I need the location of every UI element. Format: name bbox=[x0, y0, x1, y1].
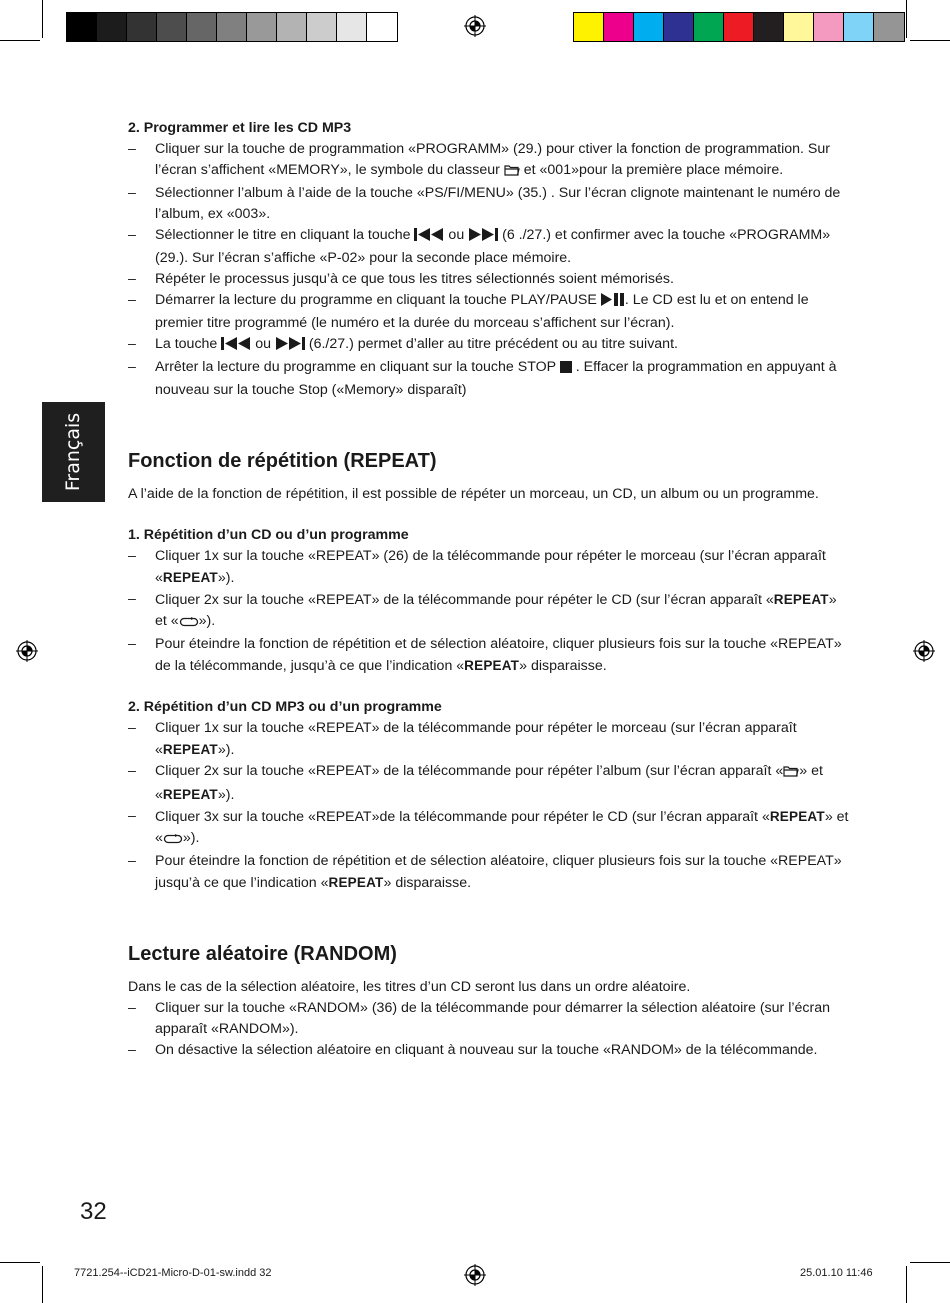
process-color-swatch bbox=[574, 13, 604, 41]
process-color-swatch bbox=[664, 13, 694, 41]
page-content bbox=[128, 118, 850, 1061]
list-item-text: Cliquer sur la touche de programmation «PROGRAMM» (29.) pour ctiver la fonction de programmation. Sur l’écran s’affichent «MEMORY», le symbole du classeur bbox=[155, 141, 830, 178]
gray-swatch bbox=[157, 13, 187, 41]
list-item-text: » et « bbox=[155, 592, 837, 629]
list-item-text: » disparaisse. bbox=[519, 658, 607, 674]
repeat-mp3-steps-list bbox=[128, 718, 850, 894]
repeat-loop-icon bbox=[163, 830, 183, 851]
skip-next-icon bbox=[468, 227, 498, 248]
gray-swatch bbox=[277, 13, 307, 41]
process-color-swatch bbox=[604, 13, 634, 41]
gray-swatch bbox=[307, 13, 337, 41]
process-color-swatch bbox=[784, 13, 814, 41]
list-item bbox=[128, 998, 850, 1040]
programming-steps-list bbox=[128, 139, 850, 401]
section-heading: 2. Programmer et lire les CD MP3 bbox=[128, 120, 352, 136]
gray-swatch bbox=[247, 13, 277, 41]
display-indicator-text: REPEAT bbox=[162, 742, 218, 757]
random-steps-list bbox=[128, 998, 850, 1061]
list-item-text: Sélectionner le titre en cliquant la touche bbox=[155, 227, 415, 243]
list-item bbox=[128, 357, 850, 401]
list-item-text: » disparaisse. bbox=[383, 875, 472, 891]
play-pause-icon bbox=[601, 292, 625, 313]
language-tab-label: Français bbox=[62, 412, 85, 492]
list-item-text: . Le CD est lu et on entend le premier titre programmé (le numéro et la durée du morceau s’affichent sur l’écran). bbox=[155, 292, 809, 331]
gray-swatch bbox=[97, 13, 127, 41]
list-item-text: »). bbox=[198, 613, 216, 629]
list-item bbox=[128, 139, 850, 183]
list-item bbox=[128, 589, 850, 634]
list-item bbox=[128, 546, 850, 589]
process-color-swatch bbox=[844, 13, 874, 41]
list-item bbox=[128, 718, 850, 761]
display-indicator-text: REPEAT bbox=[328, 875, 384, 890]
list-item-text: (6 ./27.) et confirmer avec la touche «PROGRAMM» (29.). Sur l’écran s’affiche «P-02» pour la seconde place mémoire. bbox=[155, 227, 831, 266]
display-indicator-text: REPEAT bbox=[162, 787, 218, 802]
crop-mark bbox=[906, 0, 907, 38]
list-item bbox=[128, 183, 850, 225]
registration-mark-icon bbox=[913, 640, 935, 662]
list-item-text: Cliquer 1x sur la touche «REPEAT» (26) de la télécommande pour répéter le morceau (sur l’écran apparaît « bbox=[155, 548, 826, 586]
list-item-text: Sélectionner l’album à l’aide de la touche «PS/FI/MENU» (35.) . Sur l’écran clignote maintenant le numéro de l’album, ex «003». bbox=[155, 185, 841, 222]
list-item bbox=[128, 851, 850, 894]
slug-date: 25.01.10 11:46 bbox=[800, 1267, 873, 1279]
crop-mark bbox=[906, 1266, 907, 1303]
display-indicator-text: REPEAT bbox=[464, 658, 520, 673]
gray-swatch bbox=[217, 13, 247, 41]
display-indicator-text: REPEAT bbox=[769, 809, 825, 824]
process-color-bar bbox=[573, 12, 905, 42]
process-color-swatch bbox=[814, 13, 844, 41]
registration-mark-icon bbox=[16, 640, 38, 662]
list-item-text: Cliquer sur la touche «RANDOM» (36) de la télécommande pour démarrer la sélection aléatoire (sur l’écran apparaît «RANDOM»). bbox=[155, 1000, 831, 1037]
slug-filename: 7721.254--iCD21-Micro-D-01-sw.indd 32 bbox=[74, 1267, 272, 1279]
list-item-text: Arrêter la lecture du programme en cliquant sur la touche STOP bbox=[155, 359, 560, 375]
process-color-swatch bbox=[874, 13, 904, 41]
list-item-text: »). bbox=[182, 830, 200, 846]
process-color-swatch bbox=[754, 13, 784, 41]
registration-mark-icon bbox=[464, 1264, 486, 1286]
folder-icon bbox=[504, 162, 520, 183]
list-item-text: et «001»pour la première place mémoire. bbox=[519, 162, 784, 178]
list-item-text: (6./27.) permet d’aller au titre précédent ou au titre suivant. bbox=[304, 336, 678, 352]
list-item-text: . Effacer la programmation en appuyant à nouveau sur la touche Stop («Memory» disparaît) bbox=[155, 359, 837, 398]
list-item-text: La touche bbox=[155, 336, 222, 352]
list-item bbox=[128, 634, 850, 677]
crop-mark bbox=[42, 0, 43, 38]
repeat-intro: A l’aide de la fonction de répétition, il est possible de répéter un morceau, un CD, un album ou un programme. bbox=[128, 486, 819, 502]
list-item-text: Répéter le processus jusqu’à ce que tous les titres sélectionnés soient mémorisés. bbox=[155, 271, 674, 287]
folder-icon bbox=[783, 763, 799, 784]
language-tab bbox=[42, 402, 105, 502]
repeat-cd-heading: 1. Répétition d’un CD ou d’un programme bbox=[128, 527, 409, 543]
crop-mark bbox=[0, 1262, 40, 1263]
list-item bbox=[128, 1040, 850, 1061]
list-item-text: ou bbox=[444, 227, 469, 243]
section-title-repeat: Fonction de répétition (REPEAT) bbox=[128, 450, 437, 472]
skip-next-icon bbox=[275, 336, 305, 357]
gray-swatch bbox=[337, 13, 367, 41]
list-item-text: Cliquer 2x sur la touche «REPEAT» de la télécommande pour répéter le CD (sur l’écran apparaît « bbox=[155, 592, 774, 608]
list-item-text: »). bbox=[217, 570, 235, 586]
gray-swatch bbox=[367, 13, 397, 41]
page-number: 32 bbox=[80, 1198, 107, 1225]
registration-mark-icon bbox=[464, 15, 486, 37]
grayscale-color-bar bbox=[66, 12, 398, 42]
process-color-swatch bbox=[724, 13, 754, 41]
list-item bbox=[128, 761, 850, 806]
list-item-text: Pour éteindre la fonction de répétition et de sélection aléatoire, cliquer plusieurs fois sur la touche «REPEAT» de la télécommande, jusqu’à ce que l’indication « bbox=[155, 636, 842, 674]
list-item-text: » et « bbox=[155, 763, 823, 803]
list-item bbox=[128, 225, 850, 269]
process-color-swatch bbox=[634, 13, 664, 41]
list-item-text: » et « bbox=[155, 809, 849, 846]
crop-mark bbox=[910, 1262, 950, 1263]
gray-swatch bbox=[127, 13, 157, 41]
list-item bbox=[128, 290, 850, 334]
gray-swatch bbox=[187, 13, 217, 41]
list-item-text: Démarrer la lecture du programme en cliquant la touche PLAY/PAUSE bbox=[155, 292, 601, 308]
crop-mark bbox=[910, 40, 950, 41]
display-indicator-text: REPEAT bbox=[162, 570, 218, 585]
list-item-text: Cliquer 2x sur la touche «REPEAT» de la télécommande pour répéter l’album (sur l’écran apparaît « bbox=[155, 763, 784, 779]
list-item-text: Pour éteindre la fonction de répétition et de sélection aléatoire, cliquer plusieurs fois sur la touche «REPEAT» jusqu’à ce que l’indication « bbox=[155, 853, 842, 891]
process-color-swatch bbox=[694, 13, 724, 41]
list-item bbox=[128, 334, 850, 357]
display-indicator-text: REPEAT bbox=[773, 592, 829, 607]
skip-previous-icon bbox=[221, 336, 251, 357]
list-item-text: ou bbox=[251, 336, 275, 352]
section-title-random: Lecture aléatoire (RANDOM) bbox=[128, 943, 397, 965]
list-item-text: On désactive la sélection aléatoire en cliquant à nouveau sur la touche «RANDOM» de la télécommande. bbox=[155, 1042, 818, 1058]
list-item-text: Cliquer 3x sur la touche «REPEAT»de la télécommande pour répéter le CD (sur l’écran apparaît « bbox=[155, 809, 770, 825]
list-item-text: »). bbox=[217, 787, 235, 803]
crop-mark bbox=[42, 1266, 43, 1303]
list-item bbox=[128, 806, 850, 851]
stop-icon bbox=[560, 359, 572, 380]
list-item-text: »). bbox=[217, 742, 235, 758]
gray-swatch bbox=[67, 13, 97, 41]
list-item-text: Cliquer 1x sur la touche «REPEAT» de la télécommande pour répéter le morceau (sur l’écran apparaît « bbox=[155, 720, 797, 758]
repeat-cd-steps-list bbox=[128, 546, 850, 677]
random-intro: Dans le cas de la sélection aléatoire, les titres d’un CD seront lus dans un ordre aléatoire. bbox=[128, 979, 691, 995]
repeat-loop-icon bbox=[179, 613, 199, 634]
repeat-mp3-heading: 2. Répétition d’un CD MP3 ou d’un programme bbox=[128, 699, 442, 715]
crop-mark bbox=[0, 40, 40, 41]
list-item bbox=[128, 269, 850, 290]
skip-previous-icon bbox=[414, 227, 444, 248]
